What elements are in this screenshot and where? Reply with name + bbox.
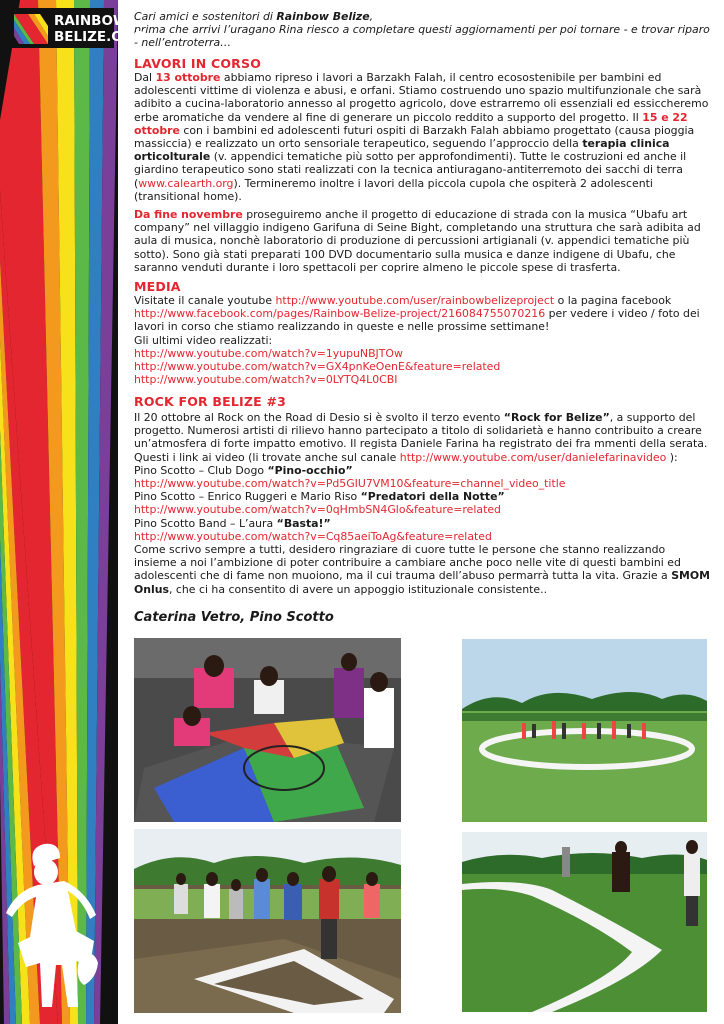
event-name: “Rock for Belize”: [503, 411, 610, 424]
text-span: ):: [666, 450, 678, 464]
text-span: proseguiremo anche il progetto di educazione di strada con la musica “Ubafu art company” nel villaggio indigeno Garifuna di Seine Bight, completando una struttura che sarà adibita ad aula di musica, nonchè laboratorio di produzione di percussioni artigianali (v. appendici tematiche più sotto). Sono già stati preparati 100 DVD documentario sulla musica e danze indigene di Ubafu, che saranno venduti durante i loro spettacoli per coprire almeno le piccole spese di trasferta.: [134, 208, 701, 274]
intro-paragraph: [134, 10, 712, 50]
date-highlight: 13 ottobre: [155, 71, 221, 84]
text-span: Visitate il canale youtube: [134, 294, 276, 307]
text-span: per vedere i video / foto dei lavori in corso che stiamo realizzando in queste e nelle prossime settimane!: [134, 307, 700, 334]
logo-line-2: BELIZE.ORG: [54, 29, 145, 45]
section-title-lavori: LAVORI IN CORSO: [134, 56, 262, 71]
video-title-bold: “Predatori della Notte”: [360, 490, 505, 504]
text-span: Il 20 ottobre al Rock on the Road di Desio si è svolto il terzo evento: [134, 411, 504, 424]
facebook-page-link[interactable]: http://www.facebook.com/pages/Rainbow-Belize-project/216084755070216: [134, 307, 546, 321]
sponsor-name: SMOM Onlus: [134, 569, 710, 596]
media-paragraph: [134, 294, 710, 386]
rainbow-stripes: [0, 0, 118, 1024]
text-span: o la pagina facebook: [554, 294, 672, 307]
video-link[interactable]: http://www.youtube.com/watch?v=Pd5GIU7VM10&feature=channel_video_title: [134, 477, 566, 491]
farina-channel-link[interactable]: http://www.youtube.com/user/danielefarinavideo: [399, 450, 667, 464]
rock-paragraph: [134, 411, 710, 596]
children-painting-photo: [134, 638, 401, 822]
video-link[interactable]: http://www.youtube.com/watch?v=1yupuNBJTOw: [134, 346, 403, 360]
video-link[interactable]: http://www.youtube.com/watch?v=0qHmbSN4Glo&feature=related: [134, 503, 501, 517]
logo-line-1: RAINBOW: [54, 13, 128, 29]
videos-intro: Gli ultimi video realizzati:: [134, 333, 273, 347]
date-highlight: Da fine novembre: [134, 208, 243, 221]
text-span: abbiamo ripreso i lavori a Barzakh Falah, il centro ecosostenibile per bambini ed adolescenti vittime di violenza e abusi, e orfani. Stiamo costruendo uno spazio multifunzionale che sarà adibito a cucina-laboratorio annesso al progetto agricolo, dove estrarremo oli essenziali ed essiccheremo erbe aromatiche da vendere al fine di generare un piccolo reddito a supporto del progetto. Il: [134, 71, 709, 124]
video-title: Pino Scotto – Club Dogo: [134, 463, 268, 477]
text-span: con i bambini ed adolescenti futuri ospiti di Barzakh Falah abbiamo progettato (causa pioggia massiccia) e realizzato un orto sensoriale terapeutico, seguendo l’approccio della: [134, 123, 695, 151]
intro-greeting-post: ,: [369, 10, 374, 23]
garden-circle-photo: [462, 639, 707, 822]
section-title-rock: ROCK FOR BELIZE #3: [134, 394, 287, 409]
intro-text: prima che arrivi l’uragano Rina riesco a completare questi aggiornamenti per poi tornare - e trovar riparo - nell’entroterra…: [134, 23, 710, 50]
video-title-bold: “Pino-occhio”: [267, 463, 353, 477]
text-span: , a supporto del progetto. Numerosi artisti di rilievo hanno partecipato a titolo di solidarietà e hanno contribuito a creare un’atmosfera di forte impatto emotivo. Il regista Daniele Farina ha registrato dei fra mmenti della serata. Questi i link ai video (li trovate anche sul canale: [134, 411, 708, 464]
text-span: Come scrivo sempre a tutti, desidero ringraziare di cuore tutte le persone che stanno realizzando insieme a noi l’ambizione di poter contribuire a cambiare anche poco nelle vite di questi bambini ed adolescenti che di fame non muoiono, ma il cui trauma dell’abuso permarrà tutta la vita. Grazie a: [134, 543, 681, 583]
text-span: ). Termineremo inoltre i lavori della piccola cupola che ospiterà 2 adolescenti (transitional home).: [134, 176, 653, 203]
lavori-paragraph-2: [134, 208, 710, 274]
video-title-bold: “Basta!”: [276, 516, 331, 530]
text-span: Dal: [134, 71, 156, 84]
video-link[interactable]: http://www.youtube.com/watch?v=0LYTQ4L0CBI: [134, 373, 398, 387]
intro-greeting-name: Rainbow Belize: [276, 10, 370, 23]
intro-greeting-pre: Cari amici e sostenitori di: [134, 10, 277, 23]
youtube-channel-link[interactable]: http://www.youtube.com/user/rainbowbelizeproject: [275, 294, 555, 307]
text-span: (v. appendici tematiche più sotto per approfondimenti). Tutte le costruzioni ed anche il giardino terapeutico sono stati realizzati con la tecnica antiuragano-antiterremoto dei sacchi di terra (: [134, 150, 687, 190]
group-in-garden-photo: [134, 829, 401, 1013]
section-title-media: MEDIA: [134, 279, 181, 294]
garden-path-photo: [462, 832, 707, 1012]
video-title: Pino Scotto Band – L’aura: [134, 516, 277, 530]
signature: Caterina Vetro, Pino Scotto: [134, 610, 334, 625]
calearth-link[interactable]: www.calearth.org: [138, 176, 234, 190]
video-link[interactable]: http://www.youtube.com/watch?v=Cq85aeiToAg&feature=related: [134, 529, 492, 543]
therapy-highlight: terapia clinica orticolturale: [134, 137, 670, 164]
lavori-paragraph-1: [134, 71, 710, 203]
text-span: , che ci ha consentito di avere un appoggio istituzionale consistente..: [168, 582, 548, 596]
video-link[interactable]: http://www.youtube.com/watch?v=GX4pnKeOenE&feature=related: [134, 360, 501, 374]
rainbow-belize-logo: [12, 8, 145, 48]
date-highlight: 15 e 22 ottobre: [134, 110, 688, 137]
video-title: Pino Scotto – Enrico Ruggeri e Mario Riso: [134, 490, 361, 504]
rainbow-logo-icon: [14, 14, 48, 44]
